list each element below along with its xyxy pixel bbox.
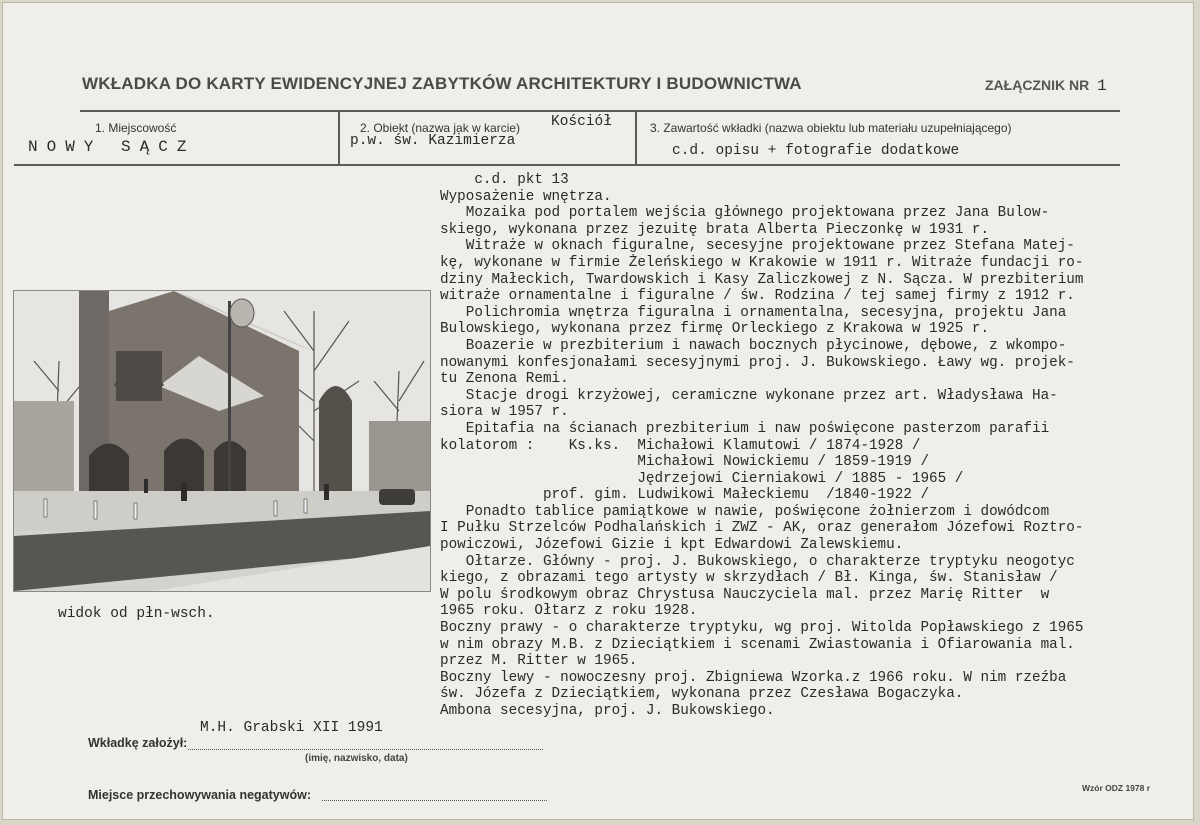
description-line: siora w 1957 r. bbox=[440, 404, 569, 421]
header-rule bbox=[80, 110, 1120, 112]
contents-value: c.d. opisu + fotografie dodatkowe bbox=[672, 143, 960, 159]
place-value: NOWY SĄCZ bbox=[28, 138, 196, 156]
description-line: dziny Małeckich, Twardowskich i Kasy Zaliczkowej z N. Sącza. W prezbiterium bbox=[440, 271, 1084, 288]
description-line: nowanymi konfesjonałami secesyjnymi proj. J. Bukowskiego. Ławy wg. projek- bbox=[440, 354, 1075, 371]
inserted-by-value: M.H. Grabski XII 1991 bbox=[200, 720, 383, 736]
description-line: Epitafia na ścianach prezbiterium i naw poświęcone pasterzom parafii bbox=[440, 420, 1050, 437]
place-label: 1. Miejscowość bbox=[95, 121, 177, 135]
church-photo bbox=[13, 290, 431, 592]
description-line: kę, wykonane w firmie Żeleńskiego w Krakowie w 1911 r. Witraże fundacji ro- bbox=[440, 254, 1084, 271]
description-line: Michałowi Nowickiemu / 1859-1919 / bbox=[440, 454, 930, 471]
description-line: tu Zenona Remi. bbox=[440, 371, 569, 388]
annex-label bbox=[985, 77, 1107, 95]
description-line: Mozaika pod portalem wejścia głównego projektowana przez Jana Bulow- bbox=[440, 205, 1050, 222]
negatives-label: Miejsce przechowywania negatywów: bbox=[88, 788, 311, 802]
description-line: I Pułku Strzelców Podhalańskich i ZWZ - AK, oraz generałom Józefowi Roztro- bbox=[440, 520, 1084, 537]
inserted-by-hint: (imię, nazwisko, data) bbox=[305, 753, 408, 764]
object-value-line2: p.w. św. Kazimierza bbox=[350, 133, 516, 149]
description-line: Stacje drogi krzyżowej, ceramiczne wykonane przez art. Władysława Ha- bbox=[440, 387, 1058, 404]
inserted-by-line bbox=[188, 749, 543, 750]
contents-label: 3. Zawartość wkładki (nazwa obiektu lub materiału uzupełniającego) bbox=[650, 121, 1012, 135]
form-id: Wzór ODZ 1978 r bbox=[1082, 783, 1151, 793]
object-label: 2. Obiekt (nazwa jak w karcie) bbox=[360, 121, 521, 135]
annex-number: 1 bbox=[1097, 77, 1107, 95]
description-line: Boazerie w prezbiterium i nawach bocznych płycinowe, dębowe, z wkompo- bbox=[440, 337, 1067, 354]
description-line: Jędrzejowi Cierniakowi / 1885 - 1965 / bbox=[440, 470, 964, 487]
church-photo-drawing bbox=[14, 291, 430, 591]
description-line: Ponadto tablice pamiątkowe w nawie, poświęcone żołnierzom i dowódcom bbox=[440, 503, 1050, 520]
description-line: skiego, wykonana przez jezuitę brata Alberta Pieczonkę w 1931 r. bbox=[440, 221, 990, 238]
description-line: W polu środkowym obraz Chrystusa Nauczyciela mal. przez Marię Ritter w bbox=[440, 586, 1050, 603]
object-value-line1: Kościół bbox=[551, 114, 612, 130]
description-line: 1965 roku. Ołtarz z roku 1928. bbox=[440, 603, 698, 620]
description-line: św. Józefa z Dzieciątkiem, wykonana przez Czesława Bogaczyka. bbox=[440, 686, 964, 703]
card-title: WKŁADKA DO KARTY EWIDENCYJNEJ ZABYTKÓW ARCHITEKTURY I BUDOWNICTWA bbox=[82, 74, 802, 93]
description-line: c.d. pkt 13 bbox=[440, 172, 569, 188]
description-line: Ołtarze. Główny - proj. J. Bukowskiego, o charakterze tryptyku neogotyc bbox=[440, 553, 1075, 570]
description-line: witraże ornamentalne i figuralne / św. Rodzina / tej samej firmy z 1912 r. bbox=[440, 288, 1075, 305]
description-line: Boczny prawy - o charakterze tryptyku, wg proj. Witolda Popławskiego z 1965 bbox=[440, 620, 1084, 637]
annex-label-text: ZAŁĄCZNIK NR bbox=[985, 77, 1090, 93]
fields-rule bbox=[14, 164, 1120, 166]
description-line: przez M. Ritter w 1965. bbox=[440, 653, 638, 670]
photo-caption: widok od płn-wsch. bbox=[58, 606, 215, 622]
description-line: Ambona secesyjna, proj. J. Bukowskiego. bbox=[440, 703, 775, 719]
negatives-line bbox=[322, 800, 547, 801]
description-line: Boczny lewy - nowoczesny proj. Zbigniewa Wzorka.z 1966 roku. W nim rzeźba bbox=[440, 669, 1067, 686]
description-line: kolatorom : Ks.ks. Michałowi Klamutowi / 1874-1928 / bbox=[440, 437, 921, 454]
description-line: prof. gim. Ludwikowi Małeckiemu /1840-1922 / bbox=[440, 487, 930, 504]
description-line: Polichromia wnętrza figuralna i ornamentalna, secesyjna, projektu Jana bbox=[440, 304, 1067, 321]
description-line: Witraże w oknach figuralne, secesyjne projektowane przez Stefana Matej- bbox=[440, 238, 1075, 255]
field-divider-2 bbox=[635, 112, 637, 166]
description-line: w nim obrazy M.B. z Dzieciątkiem i scenami Zwiastowania i Ofiarowania mal. bbox=[440, 636, 1075, 653]
description-line: Wyposażenie wnętrza. bbox=[440, 188, 612, 205]
description-line: kiego, z obrazami tego artysty w skrzydłach / Bł. Kinga, św. Stanisław / bbox=[440, 570, 1058, 587]
field-divider-1 bbox=[338, 112, 340, 166]
inserted-by-label: Wkładkę założył: bbox=[88, 736, 188, 750]
description-line: powiczowi, Józefowi Gizie i kpt Edwardowi Zalewskiemu. bbox=[440, 537, 904, 554]
description-line: Bulowskiego, wykonana przez firmę Orleckiego z Krakowa w 1925 r. bbox=[440, 321, 990, 338]
description-text bbox=[440, 172, 1200, 720]
